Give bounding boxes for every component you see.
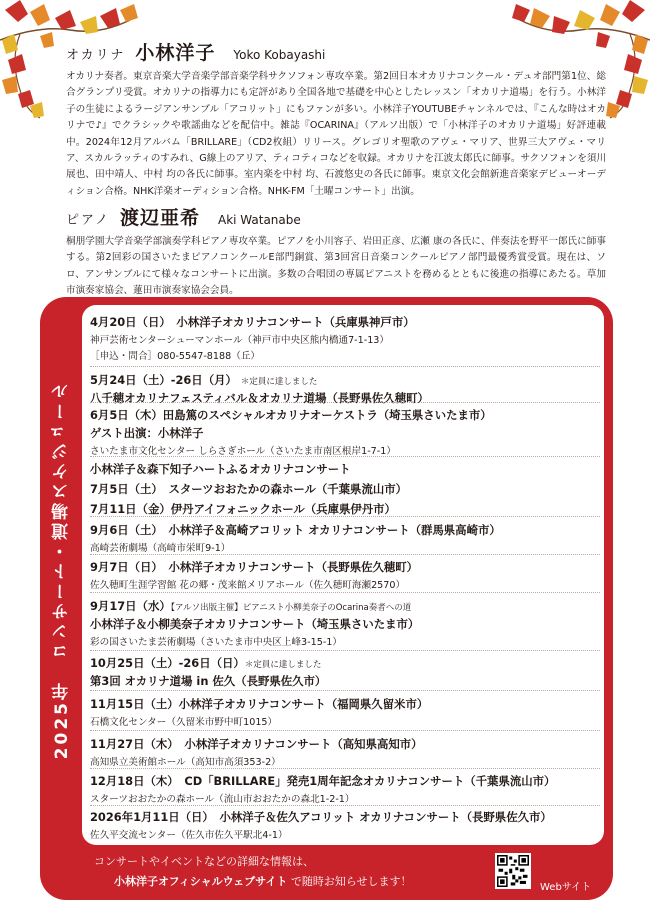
event-venue: さいたま市文化センター しらさぎホール（さいたま市南区根岸1-7-1） <box>90 446 396 457</box>
event-title: 9月6日（土） 小林洋子＆高崎アコリット オカリナコンサート（群馬県高崎市） <box>90 523 501 537</box>
event-contact: ［申込・問合］080-5547-8188（丘） <box>90 351 261 362</box>
footer-info <box>94 853 494 889</box>
event-date: 5月24日（土）-26日（月） <box>90 373 237 387</box>
event-date-venue: 7月11日（金）伊丹アイフォニックホール（兵庫県伊丹市） <box>90 502 396 516</box>
divider <box>90 516 600 517</box>
event-title: 6月5日（木）田島篤のスペシャルオカリナオーケストラ（埼玉県さいたま市） <box>90 408 492 422</box>
event-item <box>90 372 600 406</box>
event-item <box>90 655 600 689</box>
footer-line1: コンサートやイベントなどの詳細な情報は、 <box>94 855 314 868</box>
profile-header <box>66 38 606 65</box>
event-date: 9月17日（水） <box>90 599 171 613</box>
event-item <box>90 461 600 517</box>
profile-bio: オカリナ奏者。東京音楽大学音楽学部音楽学科サクソフォン専攻卒業。第2回日本オカリナコンクール・デュオ部門第1位、総合グランプリ受賞。オカリナの指導力にも定評があり全国各地で基礎を中心としたレッスン「オカリナ道場」を行う。小林洋子の生徒によるラージアンサンブル「アコリット」にもファンが多い。小林洋子YOUTUBEチャンネルでは、『こんな時はオカリナで♪』でクラシックや歌謡曲などを配信中。雑誌『OCARINA』（アルソ出版）で「小林洋子のオカリナ道場」好評連載中。2024年12月アルバム「BRILLARE」（CD2枚組）リリース。グレゴリオ聖歌のアヴェ・マリア、世界三大アヴェ・マリア、スカルラッティのすみれ、G線上のアリア、ティコティコなどを収録。オカリナを江波太郎氏に師事。サクソフォンを須川展也、田中靖人、中村 均の各氏に師事。室内楽を中村 均、石渡悠史の各氏に師事。東京文化会館新進音楽家デビューオーディション合格。NHK洋楽オーディション合格。NHK-FM「土曜コンサート」出演。 <box>66 71 606 197</box>
profile-role: ピアノ <box>66 213 110 228</box>
event-venue: 高崎芸術劇場（高崎市栄町9-1） <box>90 543 231 554</box>
divider <box>90 768 600 769</box>
divider <box>90 554 600 555</box>
event-note: ＊定員に達しました <box>244 660 322 670</box>
profile-name: 渡辺亜希 <box>119 207 200 229</box>
profile-romaji: Yoko Kobayashi <box>233 48 326 62</box>
profile-name: 小林洋子 <box>135 42 216 64</box>
divider <box>90 592 600 593</box>
divider <box>90 650 600 651</box>
profile-romaji: Aki Watanabe <box>217 213 301 227</box>
event-item <box>90 809 600 841</box>
event-venue: 高知県立美術館ホール（高知市高須353-2） <box>90 757 281 768</box>
event-item <box>90 407 600 457</box>
event-title: 小林洋子＆小柳美奈子オカリナコンサート（埼玉県さいたま市） <box>90 617 420 631</box>
event-title: 八千穂オカリナフェスティバル＆オカリナ道場（長野県佐久穂町） <box>90 391 429 405</box>
event-tag: 【アルソ出版主催】ピアニスト小柳美奈子のOcarina奏者への道 <box>170 603 412 613</box>
qr-code-icon[interactable] <box>495 853 531 889</box>
event-title: 11月15日（土）小林洋子オカリナコンサート（福岡県久留米市） <box>90 697 429 711</box>
event-title: 12月18日（木） CD「BRILLARE」発売1周年記念オカリナコンサート（千葉県流山市） <box>90 774 556 788</box>
event-guest: ゲスト出演：小林洋子 <box>90 426 204 440</box>
event-venue: 神戸芸術センターシューマンホール（神戸市中央区熊内橋通7-1-13） <box>90 335 390 346</box>
event-item <box>90 522 600 554</box>
divider <box>90 366 600 367</box>
event-item <box>90 736 600 768</box>
profile-header <box>66 203 606 230</box>
official-website-link[interactable]: 小林洋子オフィシャルウェブサイト <box>114 875 288 888</box>
event-venue: 彩の国さいたま芸術劇場（さいたま市中央区上峰3-15-1） <box>90 637 342 648</box>
event-venue: 石橋文化センター（久留米市野中町1015） <box>90 717 278 728</box>
divider <box>90 730 600 731</box>
event-title: 2026年1月11日（日） 小林洋子＆佐久アコリット オカリナコンサート（長野県佐久市） <box>90 810 552 824</box>
profile-bio: 桐朋学園大学音楽学部演奏学科ピアノ専攻卒業。ピアノを小川容子、岩田正彦、広瀬 康の各氏に、伴奏法を野平一郎氏に師事する。第2回彩の国さいたまピアノコンクールE部門銅賞、第3回宮日音楽コンクールピアノ部門最優秀賞受賞。現在は、ソロ、アンサンブルにて様々なコンサートに出演。多数の合唱団の専属ピアニストを務めるとともに後進の指導にあたる。草加市演奏家協会、蓮田市演奏家協会会員。 <box>66 236 606 297</box>
event-title: 小林洋子＆森下知子ハートふるオカリナコンサート <box>90 462 351 476</box>
event-venue: 佐久平交流センター（佐久市佐久平駅北4-1） <box>90 830 288 841</box>
event-item <box>90 598 600 648</box>
event-title: 11月27日（木） 小林洋子オカリナコンサート（高知県高知市） <box>90 737 423 751</box>
profile-ocarina <box>66 38 606 200</box>
event-item <box>90 559 600 591</box>
event-note: ＊定員に達しました <box>240 377 318 387</box>
profile-role: オカリナ <box>66 48 126 63</box>
footer-line2: で随時お知らせします！ <box>290 875 412 888</box>
event-title: 第3回 オカリナ道場 in 佐久（長野県佐久市） <box>90 674 327 688</box>
event-venue: スターツおおたかの森ホール（流山市おおたかの森北1-2-1） <box>90 794 355 805</box>
schedule-title-text: 2025年 コンサート・道場スケジュール <box>51 380 72 760</box>
event-date-venue: 7月5日（土） スターツおおたかの森ホール（千葉県流山市） <box>90 482 408 496</box>
divider <box>90 402 600 403</box>
event-title: 9月7日（日） 小林洋子オカリナコンサート（長野県佐久穂町） <box>90 560 419 574</box>
divider <box>90 690 600 691</box>
divider <box>90 456 600 457</box>
schedule-title <box>42 310 80 830</box>
website-label: Webサイト <box>540 882 592 893</box>
profile-piano <box>66 203 606 300</box>
event-item <box>90 314 600 362</box>
event-venue: 佐久穂町生涯学習館 花の郷・茂来館メリアホール（佐久穂町海瀬2570） <box>90 580 406 591</box>
divider <box>90 805 600 806</box>
event-item <box>90 773 600 805</box>
event-date: 10月25日（土）-26日（日） <box>90 656 245 670</box>
event-title: 4月20日（日） 小林洋子オカリナコンサート（兵庫県神戸市） <box>90 315 415 329</box>
event-item <box>90 696 600 728</box>
